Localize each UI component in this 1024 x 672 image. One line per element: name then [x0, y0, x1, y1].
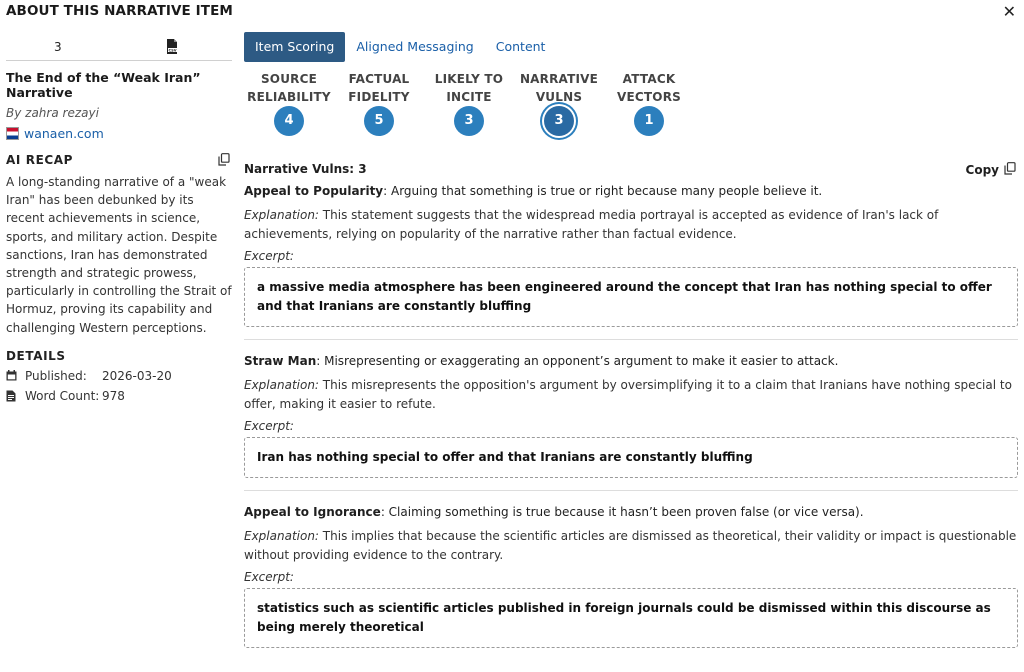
item-count: 3 [54, 40, 62, 54]
explanation-text: This statement suggests that the widespread media portrayal is accepted as evidence of Iran's lack of achievements, relying on popularity of the narrative rather than factual evidence. [244, 208, 939, 241]
vuln-item [244, 352, 1018, 491]
excerpt-box: statistics such as scientific articles published in foreign journals could be dismissed within this discourse as being merely theoretical [244, 588, 1018, 648]
tab-item-scoring[interactable]: Item Scoring [244, 32, 345, 62]
vuln-name: Appeal to Ignorance [244, 505, 381, 519]
score-label: FACTUAL [348, 72, 410, 86]
vuln-item [244, 182, 1018, 340]
svg-text:CSV: CSV [168, 48, 177, 53]
vuln-explanation [244, 376, 1018, 413]
score-badge[interactable]: 4 [274, 106, 304, 136]
copy-label: Copy [965, 163, 999, 177]
close-icon[interactable]: ✕ [1002, 2, 1016, 21]
vuln-name: Appeal to Popularity [244, 184, 384, 198]
score-label: LIKELY TO [434, 72, 504, 86]
item-title: The End of the “Weak Iran” Narrative [6, 70, 201, 100]
score-label: ATTACK [622, 72, 676, 86]
vulns-header [244, 162, 1018, 182]
copy-icon [1004, 162, 1016, 178]
explanation-text: This implies that because the scientific articles are dismissed as theoretical, their validity or impact is questionable without providing evidence to the contrary. [244, 529, 1017, 562]
excerpt-label: Excerpt: [244, 249, 294, 263]
explanation-label: Explanation: [244, 529, 319, 543]
ai-recap-label: AI RECAP [6, 153, 74, 167]
csv-download-icon[interactable] [166, 39, 178, 54]
vuln-explanation [244, 527, 1018, 564]
score-row [244, 70, 1018, 148]
published-label: Published: [25, 368, 87, 383]
tab-content[interactable]: Content [495, 39, 546, 54]
copy-icon[interactable] [218, 153, 230, 169]
score-label: NARRATIVE [519, 72, 599, 86]
copy-button[interactable] [966, 162, 1016, 178]
score-badge[interactable]: 1 [634, 106, 664, 136]
excerpt-box: Iran has nothing special to offer and that Iranians are constantly bluffing [244, 437, 1018, 478]
document-icon [6, 390, 18, 402]
vuln-item [244, 503, 1018, 660]
published-row [6, 369, 232, 383]
source-row [6, 126, 232, 141]
score-label: RELIABILITY [247, 90, 331, 104]
vuln-definition [244, 503, 1018, 521]
vulns-count-label: Narrative Vulns: 3 [244, 162, 367, 176]
item-main [244, 32, 1018, 672]
explanation-label: Explanation: [244, 378, 319, 392]
vuln-definition [244, 182, 1018, 200]
score-likely-to-incite[interactable] [424, 70, 514, 148]
score-badge[interactable]: 3 [454, 106, 484, 136]
score-label: FIDELITY [348, 90, 410, 104]
tab-aligned-messaging[interactable]: Aligned Messaging [356, 39, 474, 54]
score-label: INCITE [446, 90, 492, 104]
score-badge[interactable]: 3 [544, 106, 574, 136]
score-label: SOURCE [260, 72, 318, 86]
source-link[interactable]: wanaen.com [24, 126, 104, 141]
excerpt-box: a massive media atmosphere has been engineered around the concept that Iran has nothing special to offer and that Iranians are constantly bluffing [244, 267, 1018, 327]
published-value: 2026-03-20 [102, 368, 172, 383]
excerpt-label: Excerpt: [244, 570, 294, 584]
vuln-definition [244, 352, 1018, 370]
score-attack-vectors[interactable] [604, 70, 694, 148]
score-badge[interactable]: 5 [364, 106, 394, 136]
score-narrative-vulns[interactable] [514, 70, 604, 148]
ai-recap-text: A long-standing narrative of a "weak Iran" has been debunked by its recent achievements in science, sports, and military action. Despite sanctions, Iran has demonstrated strength and strategic prowess, particularly in controlling the Strait of Hormuz, proving its capability and challenging Western perceptions. [6, 175, 232, 335]
explanation-label: Explanation: [244, 208, 319, 222]
explanation-text: This misrepresents the opposition's argument by oversimplifying it to a claim that Iranians have nothing special to offer, making it easier to refute. [244, 378, 1012, 411]
vuln-definition-text: : Misrepresenting or exaggerating an opponent’s argument to make it easier to attack. [316, 354, 839, 368]
counter-row [6, 36, 232, 61]
excerpt-label: Excerpt: [244, 419, 294, 433]
calendar-icon [6, 370, 18, 381]
ai-recap-heading [6, 153, 232, 167]
score-source-reliability[interactable] [244, 70, 334, 148]
wordcount-value: 978 [102, 388, 125, 403]
score-factual-fidelity[interactable] [334, 70, 424, 148]
score-label: VULNS [535, 90, 583, 104]
vuln-definition-text: : Arguing that something is true or right because many people believe it. [383, 184, 823, 198]
tab-bar [244, 32, 1018, 62]
score-label: VECTORS [617, 90, 681, 104]
item-sidebar [6, 36, 232, 403]
modal-title: ABOUT THIS NARRATIVE ITEM [6, 3, 233, 19]
vuln-definition-text: : Claiming something is true because it hasn’t been proven false (or vice versa). [380, 505, 864, 519]
wordcount-label: Word Count: [25, 388, 100, 403]
author: By zahra rezayi [6, 106, 99, 120]
vuln-explanation [244, 206, 1018, 243]
wordcount-row [6, 389, 232, 403]
details-heading: DETAILS [6, 348, 66, 363]
modal-header [6, 0, 1018, 24]
vuln-name: Straw Man [244, 354, 317, 368]
source-flag-icon [6, 127, 19, 140]
